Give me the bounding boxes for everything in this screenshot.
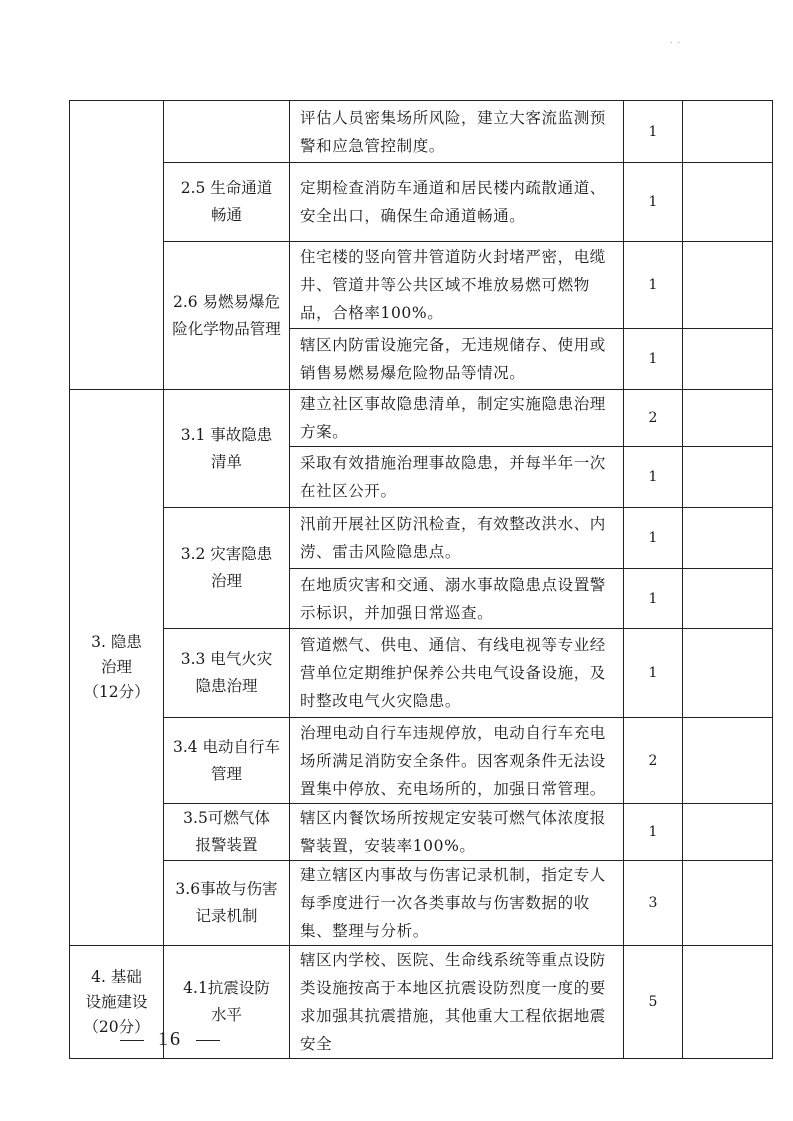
- subitem-line: 水平: [210, 1006, 242, 1024]
- subitem-cell: [164, 804, 290, 861]
- table-row: [70, 163, 773, 242]
- criteria-text: 辖区内餐饮场所按规定安装可燃气体浓度报警装置，安装率100%。: [290, 804, 624, 861]
- score-value: 1: [624, 508, 683, 569]
- criteria-text: 治理电动自行车违规停放，电动自行车充电场所满足消防安全条件。因客观条件无法设置集中停放、充电场所的，加强日常管理。: [290, 718, 624, 804]
- assessment-cell: [683, 569, 773, 629]
- subitem-line: 3.2 灾害隐患: [180, 545, 273, 563]
- subitem-cell: [164, 629, 290, 718]
- criteria-text: 建立辖区内事故与伤害记录机制，指定专人每季度进行一次各类事故与伤害数据的收集、整理与分析。: [290, 861, 624, 946]
- assessment-cell: [683, 508, 773, 569]
- criteria-text: 辖区内学校、医院、生命线系统等重点设防类设施按高于本地区抗震设防烈度一度的要求加强其抗震措施，其他重大工程依据地震安全: [290, 946, 624, 1059]
- criteria-text: 采取有效措施治理事故隐患，并每半年一次在社区公开。: [290, 447, 624, 508]
- subitem-cell: [164, 390, 290, 508]
- subitem-line: 3.6事故与伤害: [175, 880, 278, 898]
- subitem-line: 治理: [210, 572, 242, 590]
- table-row: [70, 718, 773, 804]
- assessment-cell: [683, 861, 773, 946]
- assessment-cell: [683, 629, 773, 718]
- footer-dash-right: [196, 1040, 220, 1041]
- score-value: 1: [624, 447, 683, 508]
- assessment-cell: [683, 101, 773, 163]
- score-value: 2: [624, 390, 683, 447]
- assessment-cell: [683, 447, 773, 508]
- score-value: 1: [624, 163, 683, 242]
- subitem-cell: [164, 718, 290, 804]
- score-value: 1: [624, 629, 683, 718]
- subitem-line: 险化学物品管理: [172, 319, 281, 338]
- subitem-cell: [164, 242, 290, 390]
- score-value: 1: [624, 569, 683, 629]
- table-row: [70, 508, 773, 569]
- criteria-text: 汛前开展社区防汛检查，有效整改洪水、内涝、雷击风险隐患点。: [290, 508, 624, 569]
- category-line: 4. 基础: [91, 967, 142, 986]
- page-footer: [106, 1028, 234, 1051]
- table-row: [70, 101, 773, 163]
- criteria-text: 辖区内防雷设施完备，无违规储存、使用或销售易燃易爆危险物品等情况。: [290, 329, 624, 390]
- subitem-cell: [164, 861, 290, 946]
- assessment-cell: [683, 163, 773, 242]
- subitem-line: 清单: [210, 452, 242, 471]
- subitem-line: 3.4 电动自行车: [172, 737, 281, 756]
- criteria-text: 建立社区事故隐患清单，制定实施隐患治理方案。: [290, 390, 624, 447]
- subitem-line: 畅通: [210, 206, 242, 224]
- category-cell-3: [70, 390, 164, 946]
- assessment-cell: [683, 329, 773, 390]
- scan-specks: ˙ ˙: [669, 42, 681, 52]
- subitem-line: 隐患治理: [195, 677, 258, 695]
- score-value: 1: [624, 242, 683, 329]
- assessment-cell: [683, 242, 773, 329]
- subitem-line: 2.6 易燃易爆危: [172, 292, 281, 311]
- category-line: （12分）: [83, 683, 150, 701]
- category-line: 3. 隐患: [91, 633, 142, 651]
- page-number: 16: [158, 1028, 182, 1050]
- subitem-line: 3.5可燃气体: [183, 809, 270, 827]
- criteria-text: 评估人员密集场所风险，建立大客流监测预警和应急管控制度。: [290, 101, 624, 163]
- category-cell-2: [70, 101, 164, 390]
- score-value: 3: [624, 861, 683, 946]
- assessment-cell: [683, 718, 773, 804]
- criteria-text: 在地质灾害和交通、溺水事故隐患点设置警示标识，并加强日常巡查。: [290, 569, 624, 629]
- footer-dash-left: [120, 1040, 144, 1041]
- table-row: [70, 629, 773, 718]
- criteria-text: 住宅楼的竖向管井管道防火封堵严密，电缆井、管道井等公共区域不堆放易燃可燃物品，合格率100%。: [290, 242, 624, 329]
- category-line: （20分）: [83, 1017, 150, 1036]
- evaluation-table: [69, 100, 773, 1059]
- subitem-line: 记录机制: [195, 907, 258, 925]
- category-line: 治理: [100, 658, 132, 676]
- subitem-line: 2.5 生命通道: [180, 179, 273, 197]
- score-value: 1: [624, 329, 683, 390]
- subitem-line: 3.3 电气火灾: [180, 650, 273, 668]
- table-row: [70, 861, 773, 946]
- score-value: 5: [624, 946, 683, 1059]
- criteria-text: 管道燃气、供电、通信、有线电视等专业经营单位定期维护保养公共电气设备设施，及时整改电气火灾隐患。: [290, 629, 624, 718]
- table-row: [70, 804, 773, 861]
- subitem-line: 4.1抗震设防: [183, 979, 270, 997]
- assessment-cell: [683, 390, 773, 447]
- score-value: 1: [624, 804, 683, 861]
- subitem-line: 管理: [210, 764, 242, 783]
- table-row: [70, 390, 773, 447]
- criteria-text: 定期检查消防车通道和居民楼内疏散通道、安全出口，确保生命通道畅通。: [290, 163, 624, 242]
- subitem-line: 报警装置: [195, 836, 258, 854]
- score-value: 2: [624, 718, 683, 804]
- assessment-cell: [683, 946, 773, 1059]
- subitem-cell: [164, 101, 290, 163]
- assessment-cell: [683, 804, 773, 861]
- table-row: [70, 242, 773, 329]
- subitem-line: 3.1 事故隐患: [180, 425, 273, 444]
- subitem-cell: [164, 163, 290, 242]
- score-value: 1: [624, 101, 683, 163]
- category-line: 设施建设: [85, 992, 148, 1011]
- subitem-cell: [164, 508, 290, 629]
